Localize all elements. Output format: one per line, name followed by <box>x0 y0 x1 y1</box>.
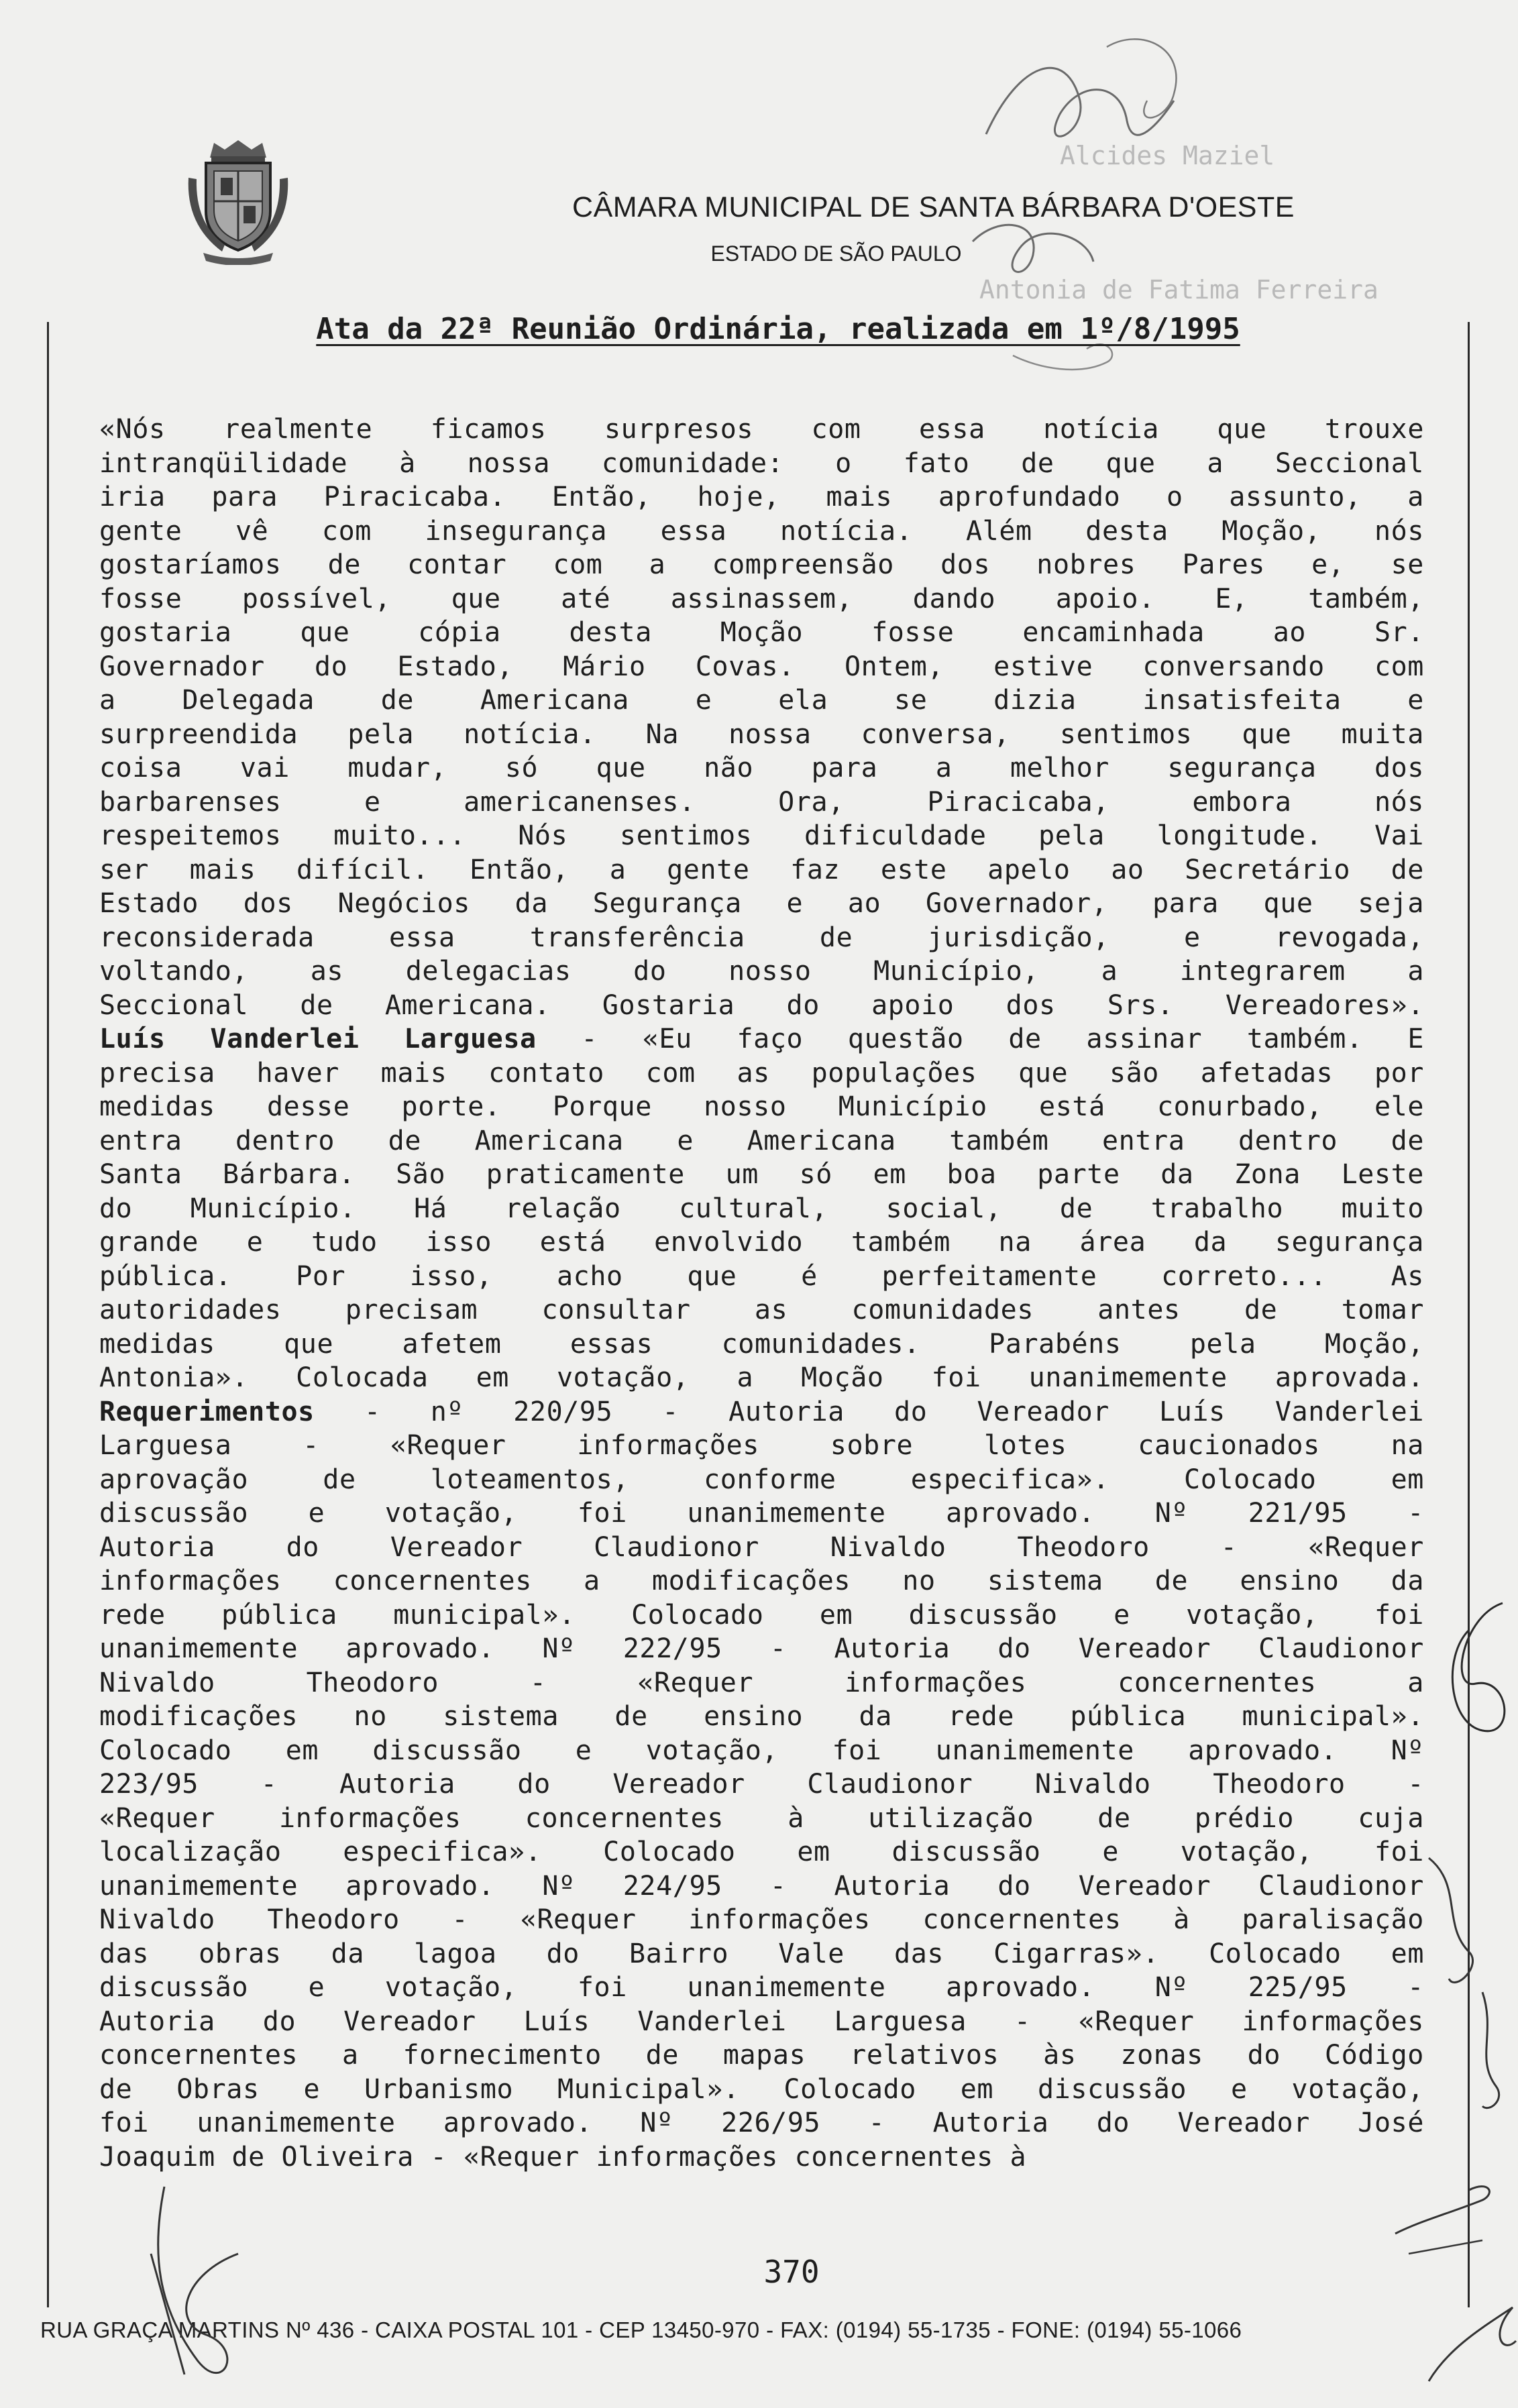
body-text-segment: rede pública municipal». Colocado em discussão e votação, foi <box>99 1599 1424 1631</box>
body-text-segment: intranqüilidade à nossa comunidade: o fato de que a Seccional <box>99 447 1424 479</box>
bold-speaker-or-section: Luís Vanderlei Larguesa <box>99 1024 537 1054</box>
body-text-segment: coisa vai mudar, só que não para a melhor segurança dos <box>99 753 1424 783</box>
right-margin-rule <box>1468 322 1470 2307</box>
body-line <box>99 1869 1424 1904</box>
body-text-segment: Autoria do Vereador Claudionor Nivaldo Theodoro - «Requer <box>99 1531 1424 1563</box>
body-line <box>99 1700 1424 1734</box>
state-name: ESTADO DE SÃO PAULO <box>710 241 962 266</box>
body-text-segment: unanimemente aprovado. Nº 222/95 - Autoria do Vereador Claudionor <box>99 1633 1424 1664</box>
body-text-segment: modificações no sistema de ensino da rede pública municipal». <box>99 1701 1424 1732</box>
body-line <box>99 2073 1424 2107</box>
body-text-segment: - nº 220/95 - Autoria do Vereador Luís Vanderlei <box>314 1396 1424 1427</box>
body-text-segment: medidas que afetem essas comunidades. Parabéns pela Moção, <box>99 1328 1424 1360</box>
body-line <box>99 2005 1424 2039</box>
body-line <box>99 853 1424 887</box>
body-text-segment: autoridades precisam consultar as comunidades antes de tomar <box>99 1295 1424 1325</box>
body-text-segment: precisa haver mais contato com as populações que são afetadas por <box>99 1057 1424 1089</box>
body-line <box>99 1395 1424 1429</box>
body-text-segment: ser mais difícil. Então, a gente faz este apelo ao Secretário de <box>99 854 1424 885</box>
body-line <box>99 1056 1424 1091</box>
body-line <box>99 1903 1424 1937</box>
body-text-segment: Nivaldo Theodoro - «Requer informações concernentes a <box>99 1667 1424 1698</box>
body-line <box>99 1361 1424 1395</box>
body-line <box>99 2140 1424 2175</box>
body-line <box>99 954 1424 989</box>
body-text-segment: discussão e votação, foi unanimemente aprovado. Nº 221/95 - <box>99 1498 1424 1529</box>
body-text-segment: barbarenses e americanenses. Ora, Piracicaba, embora nós <box>99 786 1424 818</box>
body-line <box>99 1022 1424 1056</box>
body-text-segment: «Requer informações concernentes à utilização de prédio cuja <box>99 1802 1424 1834</box>
body-line <box>99 2106 1424 2140</box>
body-text-segment: Antonia». Colocada em votação, a Moção foi unanimemente aprovada. <box>99 1362 1424 1393</box>
body-text-segment: Colocado em discussão e votação, foi unanimemente aprovado. Nº <box>99 1735 1424 1766</box>
body-text-segment: «Nós realmente ficamos surpresos com essa notícia que trouxe <box>99 414 1424 445</box>
body-text-segment: gostaríamos de contar com a compreensão dos nobres Pares e, se <box>99 549 1424 580</box>
body-text-segment: foi unanimemente aprovado. Nº 226/95 - Autoria do Vereador José <box>99 2108 1424 2138</box>
footer-address: RUA GRAÇA MARTINS Nº 436 - CAIXA POSTAL 101 - CEP 13450-970 - FAX: (0194) 55-1735 - FONE: (0194) 55-1066 <box>40 2317 1242 2342</box>
body-line <box>99 718 1424 752</box>
body-line <box>99 1158 1424 1192</box>
body-text-segment: unanimemente aprovado. Nº 224/95 - Autoria do Vereador Claudionor <box>99 1870 1424 1902</box>
body-line <box>99 785 1424 820</box>
body-line <box>99 650 1424 684</box>
body-text-segment: medidas desse porte. Porque nosso Município está conurbado, ele <box>99 1091 1424 1122</box>
body-line <box>99 582 1424 616</box>
body-text-segment: discussão e votação, foi unanimemente aprovado. Nº 225/95 - <box>99 1972 1424 2003</box>
body-text-segment: fosse possível, que até assinassem, dando apoio. E, também, <box>99 583 1424 614</box>
body-line <box>99 921 1424 955</box>
body-line <box>99 1598 1424 1633</box>
left-margin-rule <box>47 322 49 2307</box>
body-line <box>99 514 1424 549</box>
body-line <box>99 1496 1424 1531</box>
body-text-segment: respeitemos muito... Nós sentimos dificuldade pela longitude. Vai <box>99 820 1424 851</box>
body-line <box>99 1327 1424 1362</box>
signature-name-1: Alcides Maziel <box>1060 141 1275 170</box>
page-number: 370 <box>763 2254 820 2290</box>
body-line <box>99 1937 1424 1971</box>
body-line <box>99 1260 1424 1294</box>
body-text-segment: das obras da lagoa do Bairro Vale das Cigarras». Colocado em <box>99 1938 1424 1969</box>
body-text-segment: reconsiderada essa transferência de jurisdição, e revogada, <box>99 922 1424 953</box>
signature-bottom-left <box>124 2173 325 2408</box>
body-line <box>99 1531 1424 1565</box>
body-text-segment: Seccional de Americana. Gostaria do apoio dos Srs. Vereadores». <box>99 989 1424 1021</box>
body-line <box>99 2038 1424 2073</box>
body-text-segment: a Delegada de Americana e ela se dizia insatisfeita e <box>99 685 1424 716</box>
body-line <box>99 683 1424 718</box>
body-line <box>99 480 1424 514</box>
body-line <box>99 1463 1424 1497</box>
minutes-title: Ata da 22ª Reunião Ordinária, realizada em 1º/8/1995 <box>316 312 1240 346</box>
body-line <box>99 1734 1424 1768</box>
body-line <box>99 1632 1424 1666</box>
bold-speaker-or-section: Requerimentos <box>99 1396 315 1427</box>
body-text-segment: Joaquim de Oliveira - «Requer informações concernentes à <box>99 2141 1027 2173</box>
body-line <box>99 413 1424 447</box>
body-text-segment: - «Eu faço questão de assinar também. E <box>536 1024 1425 1054</box>
body-line <box>99 1767 1424 1802</box>
body-text-segment: voltando, as delegacias do nosso Município, a integrarem a <box>99 956 1424 987</box>
body-text-segment: iria para Piracicaba. Então, hoje, mais aprofundado o assunto, a <box>99 482 1424 512</box>
minutes-body <box>99 413 1424 2174</box>
body-line <box>99 751 1424 785</box>
body-line <box>99 887 1424 921</box>
body-line <box>99 616 1424 650</box>
body-text-segment: Larguesa - «Requer informações sobre lotes caucionados na <box>99 1430 1424 1461</box>
body-text-segment: de Obras e Urbanismo Municipal». Colocado em discussão e votação, <box>99 2073 1424 2105</box>
signature-name-2: Antonia de Fatima Ferreira <box>979 275 1378 305</box>
body-text-segment: Nivaldo Theodoro - «Requer informações concernentes à paralisação <box>99 1904 1424 1935</box>
body-text-segment: aprovação de loteamentos, conforme especifica». Colocado em <box>99 1464 1424 1495</box>
body-text-segment: entra dentro de Americana e Americana também entra dentro de <box>99 1125 1424 1156</box>
body-line <box>99 447 1424 481</box>
body-text-segment: grande e tudo isso está envolvido também na área da segurança <box>99 1227 1424 1258</box>
body-line <box>99 1802 1424 1836</box>
body-text-segment: do Município. Há relação cultural, social, de trabalho muito <box>99 1193 1424 1224</box>
body-text-segment: localização especifica». Colocado em discussão e votação, foi <box>99 1837 1424 1867</box>
institution-name: CÂMARA MUNICIPAL DE SANTA BÁRBARA D'OESTE <box>572 191 1295 223</box>
body-line <box>99 1225 1424 1260</box>
body-text-segment: Governador do Estado, Mário Covas. Ontem, estive conversando com <box>99 651 1424 682</box>
body-text-segment: Autoria do Vereador Luís Vanderlei Larguesa - «Requer informações <box>99 2006 1424 2037</box>
body-text-segment: surpreendida pela notícia. Na nossa conversa, sentimos que muita <box>99 718 1424 750</box>
body-line <box>99 1192 1424 1226</box>
body-text-segment: gente vê com insegurança essa notícia. Além desta Moção, nós <box>99 515 1424 547</box>
body-text-segment: gostaria que cópia desta Moção fosse encaminhada ao Sr. <box>99 617 1424 648</box>
body-line <box>99 1429 1424 1463</box>
body-line <box>99 1835 1424 1869</box>
body-text-segment: informações concernentes a modificações no sistema de ensino da <box>99 1566 1424 1596</box>
body-text-segment: Santa Bárbara. São praticamente um só em boa parte da Zona Leste <box>99 1159 1424 1190</box>
body-line <box>99 989 1424 1023</box>
body-text-segment: 223/95 - Autoria do Vereador Claudionor Nivaldo Theodoro - <box>99 1769 1424 1800</box>
body-text-segment: concernentes a fornecimento de mapas relativos às zonas do Código <box>99 2040 1424 2071</box>
body-line <box>99 1971 1424 2005</box>
body-line <box>99 1090 1424 1124</box>
body-line <box>99 819 1424 853</box>
body-text-segment: pública. Por isso, acho que é perfeitamente correto... As <box>99 1260 1424 1292</box>
body-line <box>99 1293 1424 1327</box>
body-line <box>99 1124 1424 1158</box>
body-line <box>99 1666 1424 1700</box>
body-line <box>99 1564 1424 1598</box>
body-line <box>99 548 1424 582</box>
body-text-segment: Estado dos Negócios da Segurança e ao Governador, para que seja <box>99 888 1424 919</box>
